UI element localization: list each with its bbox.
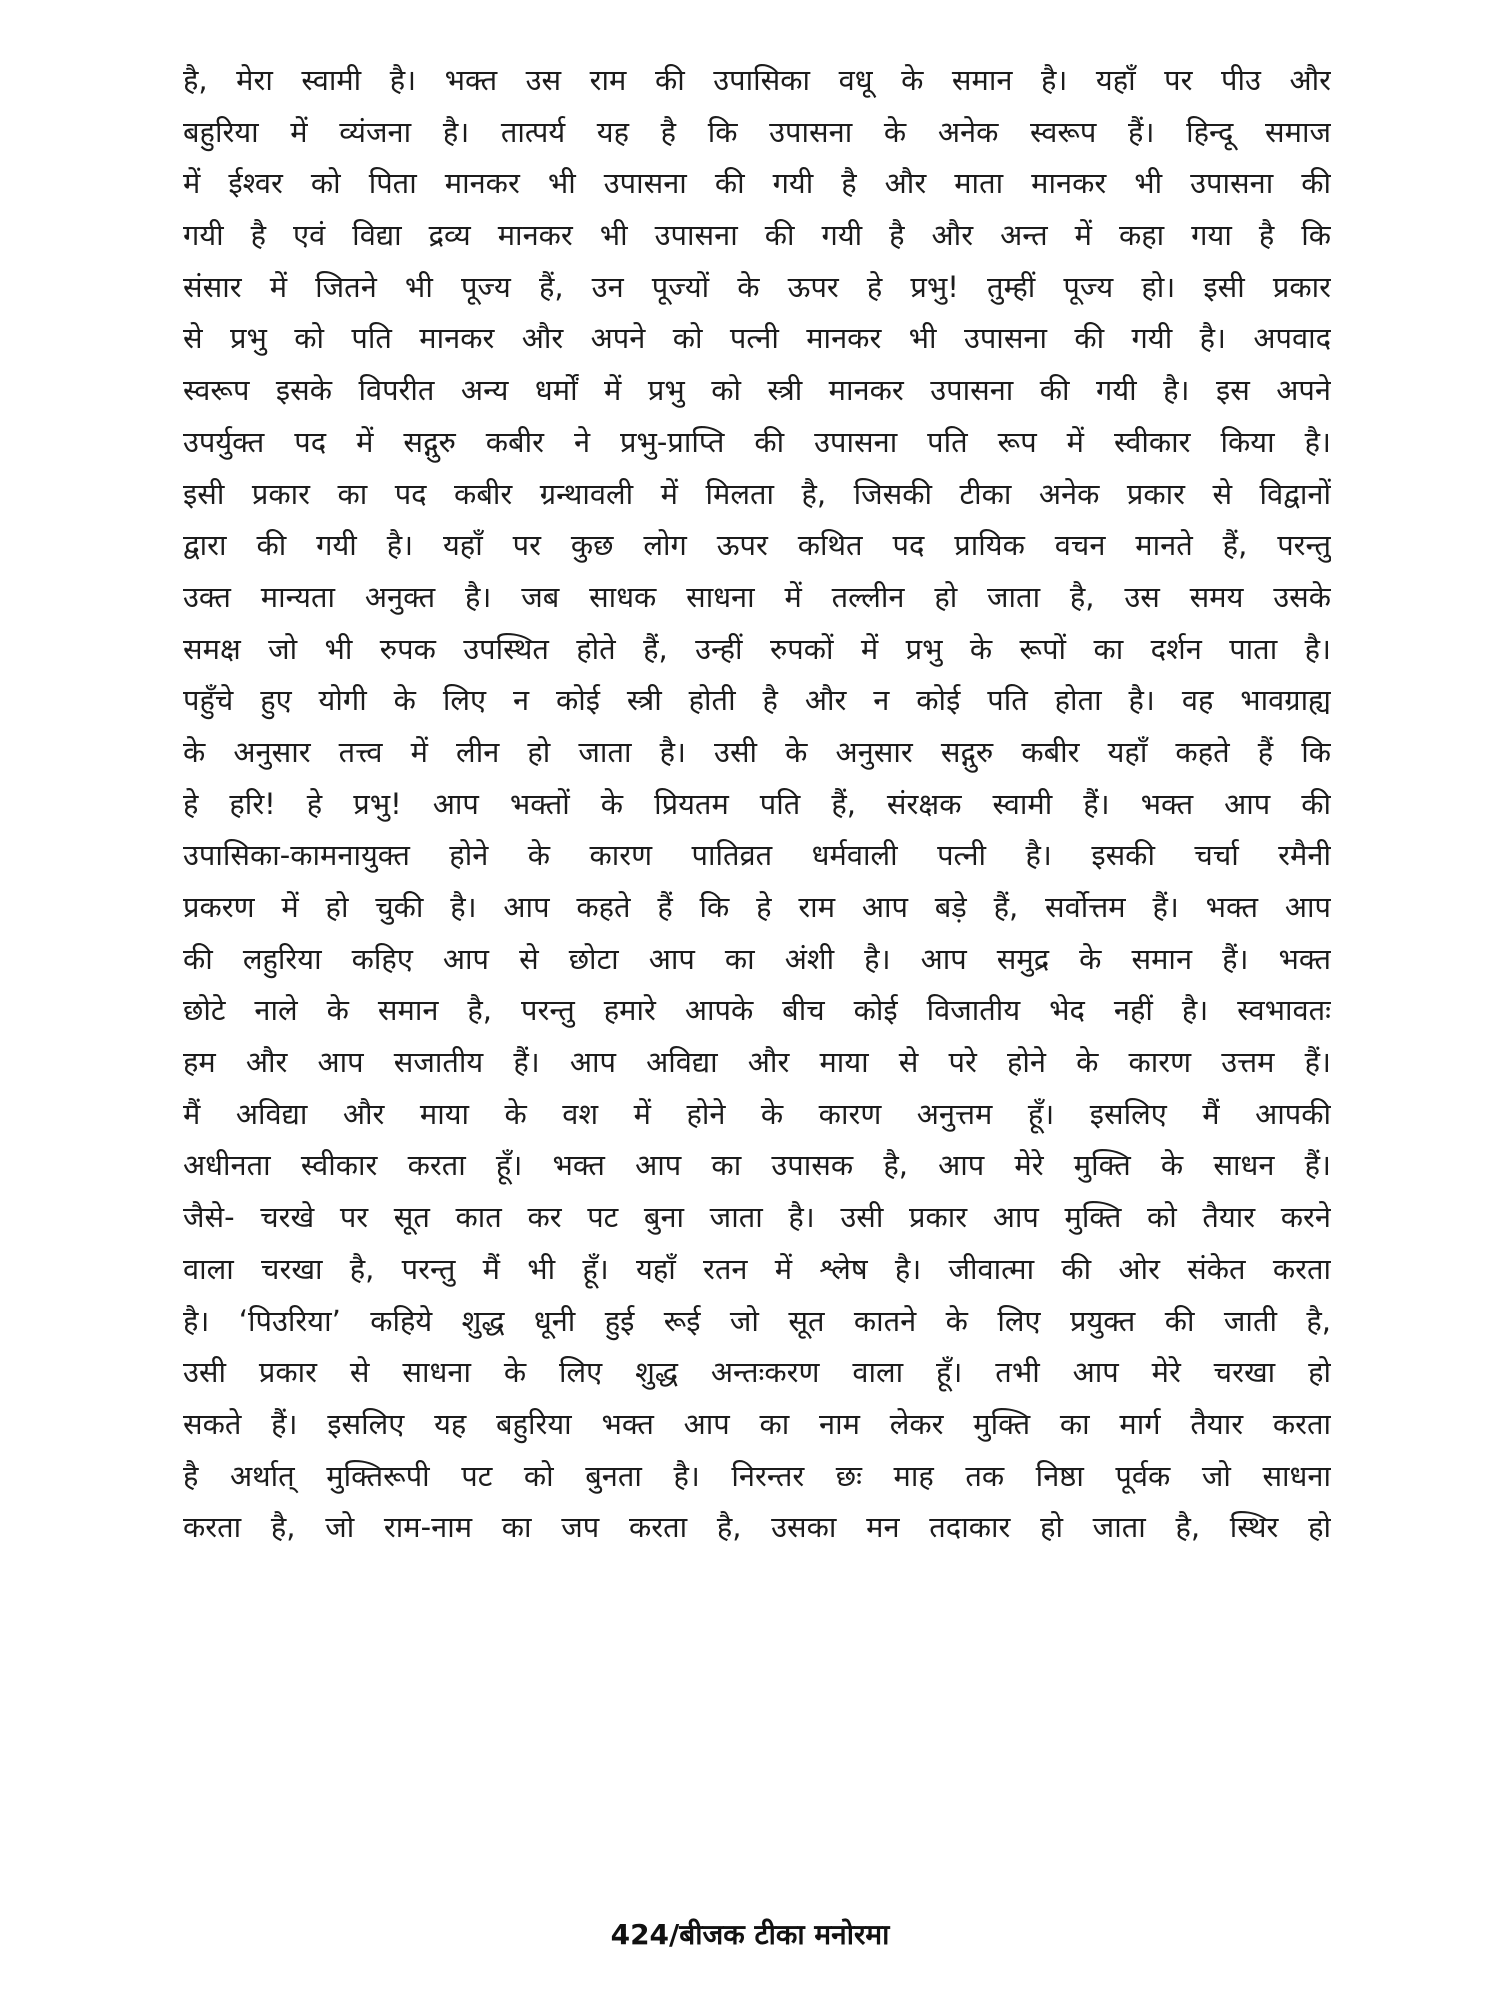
text-line: प्रकरण में हो चुकी है। आप कहते हैं कि हे राम आप बड़े हैं, सर्वोत्तम हैं। भक्त आप — [183, 890, 1331, 924]
page-footer: 424/बीजक टीका मनोरमा — [610, 1918, 890, 1951]
text-line: वाला चरखा है, परन्तु मैं भी हूँ। यहाँ रतन में श्लेष है। जीवात्मा की ओर संकेत करता — [183, 1251, 1331, 1286]
text-line: मैं अविद्या और माया के वश में होने के कारण अनुत्तम हूँ। इसलिए मैं आपकी — [183, 1096, 1331, 1131]
text-line: की लहुरिया कहिए आप से छोटा आप का अंशी है। आप समुद्र के समान हैं। भक्त — [183, 941, 1331, 976]
text-line: अधीनता स्वीकार करता हूँ। भक्त आप का उपासक है, आप मेरे मुक्ति के साधन हैं। — [183, 1148, 1331, 1183]
text-line: हम और आप सजातीय हैं। आप अविद्या और माया से परे होने के कारण उत्तम हैं। — [183, 1045, 1331, 1080]
text-line: है अर्थात् मुक्तिरूपी पट को बुनता है। निरन्तर छः माह तक निष्ठा पूर्वक जो साधना — [183, 1458, 1331, 1493]
text-line: के अनुसार तत्त्व में लीन हो जाता है। उसी के अनुसार सद्गुरु कबीर यहाँ कहते हैं कि — [183, 734, 1331, 769]
text-line: पहुँचे हुए योगी के लिए न कोई स्त्री होती है और न कोई पति होता है। वह भावग्राह्य — [183, 683, 1331, 718]
text-line: जैसे- चरखे पर सूत कात कर पट बुना जाता है। उसी प्रकार आप मुक्ति को तैयार करने — [183, 1200, 1331, 1235]
text-line: गयी है एवं विद्या द्रव्य मानकर भी उपासना की गयी है और अन्त में कहा गया है कि — [183, 218, 1331, 253]
text-line: संसार में जितने भी पूज्य हैं, उन पूज्यों के ऊपर हे प्रभु! तुम्हीं पूज्य हो। इसी प्रकार — [183, 269, 1331, 304]
text-line: बहुरिया में व्यंजना है। तात्पर्य यह है कि उपासना के अनेक स्वरूप हैं। हिन्दू समाज — [183, 114, 1331, 149]
text-line: हे हरि! हे प्रभु! आप भक्तों के प्रियतम पति हैं, संरक्षक स्वामी हैं। भक्त आप की — [183, 786, 1331, 821]
text-line: में ईश्वर को पिता मानकर भी उपासना की गयी है और माता मानकर भी उपासना की — [183, 166, 1331, 201]
text-line: है। ‘पिउरिया’ कहिये शुद्ध धूनी हुई रूई जो सूत कातने के लिए प्रयुक्त की जाती है, — [183, 1303, 1331, 1338]
text-line: स्वरूप इसके विपरीत अन्य धर्मों में प्रभु को स्त्री मानकर उपासना की गयी है। इस अपने — [183, 373, 1331, 408]
text-line: छोटे नाले के समान है, परन्तु हमारे आपके बीच कोई विजातीय भेद नहीं है। स्वभावतः — [183, 993, 1331, 1028]
text-line: द्वारा की गयी है। यहाँ पर कुछ लोग ऊपर कथित पद प्रायिक वचन मानते हैं, परन्तु — [183, 528, 1331, 563]
text-line: उपासिका-कामनायुक्त होने के कारण पातिव्रत धर्मवाली पत्नी है। इसकी चर्चा रमैनी — [183, 838, 1331, 873]
text-line: उपर्युक्त पद में सद्गुरु कबीर ने प्रभु-प्राप्ति की उपासना पति रूप में स्वीकार किया है। — [183, 424, 1331, 459]
text-line: है, मेरा स्वामी है। भक्त उस राम की उपासिका वधू के समान है। यहाँ पर पीउ और — [183, 63, 1331, 97]
text-line: सकते हैं। इसलिए यह बहुरिया भक्त आप का नाम लेकर मुक्ति का मार्ग तैयार करता — [183, 1406, 1331, 1441]
text-line: उसी प्रकार से साधना के लिए शुद्ध अन्तःकरण वाला हूँ। तभी आप मेरे चरखा हो — [183, 1355, 1331, 1390]
text-line: करता है, जो राम-नाम का जप करता है, उसका मन तदाकार हो जाता है, स्थिर हो — [183, 1510, 1331, 1545]
text-line: से प्रभु को पति मानकर और अपने को पत्नी मानकर भी उपासना की गयी है। अपवाद — [183, 321, 1331, 356]
body-text — [183, 55, 1331, 1554]
text-line: समक्ष जो भी रुपक उपस्थित होते हैं, उन्हीं रुपकों में प्रभु के रूपों का दर्शन पाता है। — [183, 631, 1331, 666]
text-line: उक्त मान्यता अनुक्त है। जब साधक साधना में तल्लीन हो जाता है, उस समय उसके — [183, 579, 1331, 614]
text-line: इसी प्रकार का पद कबीर ग्रन्थावली में मिलता है, जिसकी टीका अनेक प्रकार से विद्वानों — [183, 476, 1331, 511]
